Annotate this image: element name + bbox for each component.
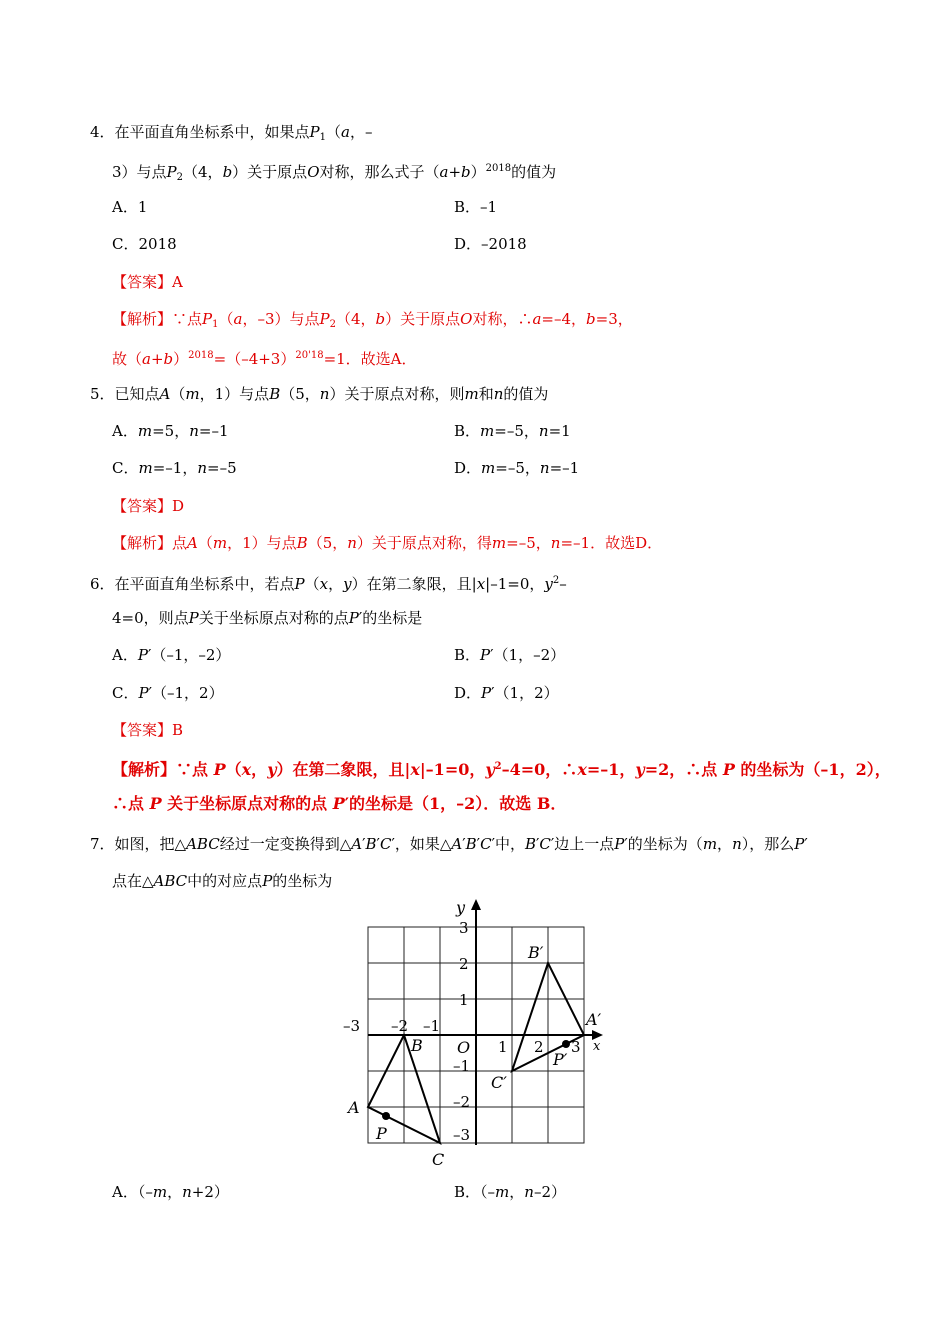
point-p [382,1112,390,1120]
q5-analysis: 【解析】点A（m，1）与点B（5，n）关于原点对称，得m=–5，n=–1．故选D． [112,534,663,552]
label-p: P [376,1124,387,1143]
axis-x-label: x [593,1039,601,1054]
q7-option-b: B．（–m，n–2） [454,1183,566,1201]
q4-option-d: D．–2018 [454,235,527,253]
q6-answer: 【答案】B [112,721,184,739]
label-b: B [411,1036,423,1055]
q4-option-c: C．2018 [112,235,177,253]
y-tick-label: –3 [453,1126,471,1144]
label-b-prime: B′ [528,943,544,962]
q6-stem-line1: 6．在平面直角坐标系中，若点P（x，y）在第二象限，且|x|–1=0，$y^2-$ [90,575,567,593]
y-axis-arrow [471,899,481,910]
q6-option-d: D．P′（1，2） [454,684,559,702]
q5-option-a: A．m=5，n=–1 [112,422,229,440]
q6-analysis-line2: ∴点 P 关于坐标原点对称的点 P′的坐标是（1，–2）．故选 B． [112,794,567,813]
q5-option-c: C．m=–1，n=–5 [112,459,237,477]
x-tick-label: 2 [534,1038,544,1056]
q6-option-c: C．P′（–1，2） [112,684,224,702]
x-tick-label: –1 [423,1017,441,1035]
q4-option-b: B．–1 [454,198,498,216]
q7-stem-line1: 7．如图，把△ABC经过一定变换得到△A′B′C′，如果△A′B′C′中，B′C′边上一点P′的坐标为（m，n），那么P′ [90,835,808,853]
label-a: A [348,1098,360,1117]
point-p-prime [562,1040,570,1048]
q5-answer: 【答案】D [112,497,185,515]
origin-label: O [457,1038,471,1057]
coordinate-figure [335,895,625,1175]
x-tick-label: –3 [343,1017,361,1035]
q4-stem-line2: 3）与点$P_2(4$，b）关于原点O对称，那么式子$(a+b)^{2018}$的值为 [112,163,557,183]
q6-stem-line2: 4=0，则点P关于坐标原点对称的点P′的坐标是 [112,609,423,627]
q4-stem-line1: 4．在平面直角坐标系中，如果点$P_1(a$，– [90,123,373,143]
y-tick-label: –2 [453,1093,471,1111]
q7-stem-line2: 点在△ABC中的对应点P的坐标为 [112,872,333,890]
axis-y-label: y [456,898,466,917]
q6-option-b: B．P′（1，–2） [454,646,566,664]
y-tick-label: –1 [453,1057,471,1075]
label-a-prime: A′ [586,1010,602,1029]
q4-analysis-line2: 故$(a+b)^{2018}=(-4+3)^{20'18}=1$．故选A． [112,350,417,368]
y-tick-label: 2 [459,955,469,973]
q5-option-d: D．m=–5，n=–1 [454,459,580,477]
label-c: C [432,1150,445,1169]
q6-analysis-line1: 【解析】∵点 P（x，y）在第二象限，且|x|–1=0，$y^2-4=0$，∴x=–1，y=2，∴点 P 的坐标为（–1，2）， [112,760,891,779]
label-c-prime: C′ [491,1073,507,1092]
q5-stem: 5．已知点A（m，1）与点B（5，n）关于原点对称，则m和n的值为 [90,385,549,403]
q7-option-a: A．（–m，n+2） [112,1183,229,1201]
q4-answer: 【答案】A [112,273,183,291]
label-p-prime: P′ [553,1050,568,1069]
q6-option-a: A．P′（–1，–2） [112,646,231,664]
x-tick-label: 1 [498,1038,508,1056]
x-tick-label: 3 [571,1038,581,1056]
y-tick-label: 1 [459,991,469,1009]
q5-option-b: B．m=–5，n=1 [454,422,571,440]
q4-analysis-line1: 【解析】∵点$P_1(a$，–3）与点$P_2(4$，b）关于原点O对称，∴a=–4，b=3， [112,310,633,330]
y-tick-label: 3 [459,919,469,937]
x-tick-label: –2 [391,1017,409,1035]
q4-option-a: A．1 [112,198,148,216]
